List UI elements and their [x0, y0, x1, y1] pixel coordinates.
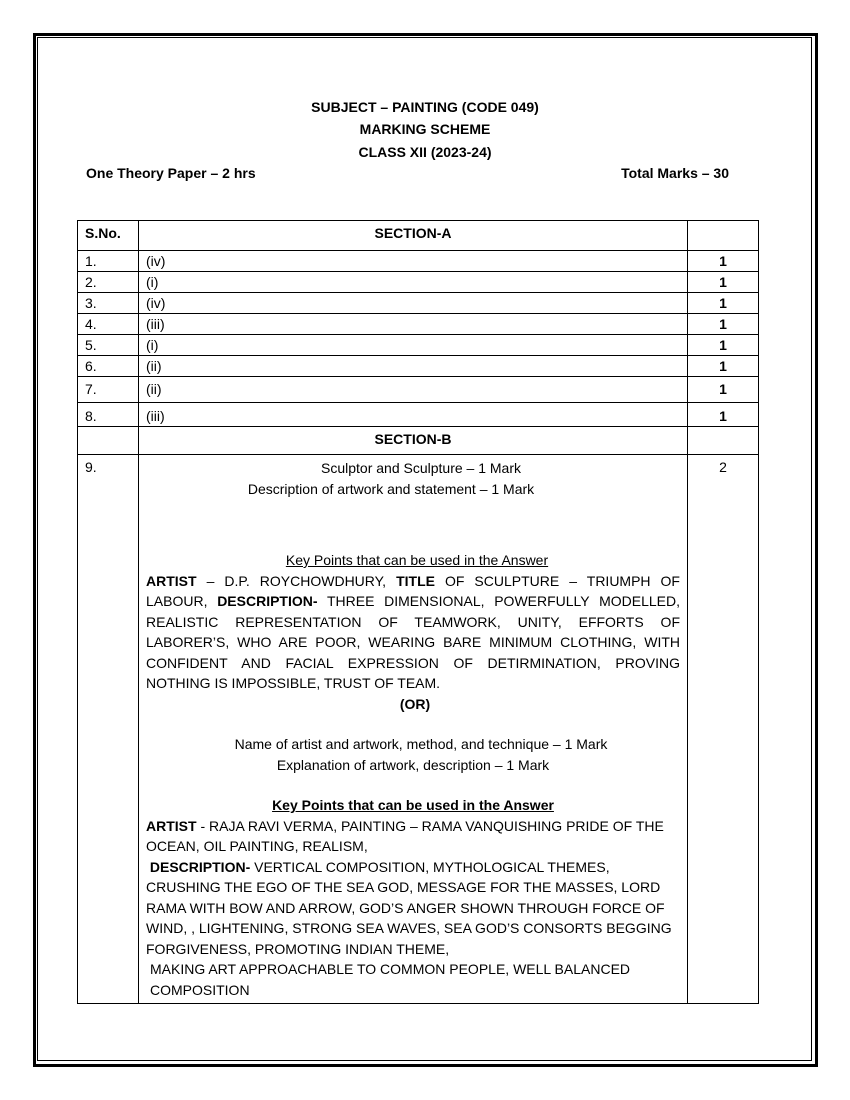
row-marks: 1	[688, 377, 759, 403]
artist-label: ARTIST	[146, 572, 197, 589]
criteria-line-3: Name of artist and artwork, method, and technique – 1 Mark	[234, 736, 608, 752]
row-marks: 1	[688, 335, 759, 356]
criteria-line-4: Explanation of artwork, description – 1 Mark	[276, 756, 550, 773]
row-answer: (iii)	[139, 314, 688, 335]
row-sno: 7.	[78, 377, 139, 403]
row-marks: 1	[688, 356, 759, 377]
total-marks: Total Marks – 30	[621, 165, 729, 181]
marking-scheme-title: MARKING SCHEME	[359, 121, 491, 137]
row-sno: 3.	[78, 293, 139, 314]
artist-label: ARTIST	[146, 817, 197, 834]
table-row	[78, 356, 759, 377]
description-label: DESCRIPTION-	[149, 858, 251, 875]
row-answer: (iv)	[139, 293, 688, 314]
class-title: CLASS XII (2023-24)	[358, 144, 492, 160]
answer-paragraph-2: ARTIST - RAJA RAVI VERMA, PAINTING – RAMA VANQUISHING PRIDE OF THE OCEAN, OIL PAINTING, REALISM,	[146, 817, 664, 854]
or-separator: (OR)	[399, 695, 431, 712]
row-marks: 1	[688, 403, 759, 427]
table-row	[78, 251, 759, 272]
table-row	[78, 293, 759, 314]
section-a-header: SECTION-A	[139, 221, 688, 251]
row-marks: 1	[688, 293, 759, 314]
subject-title: SUBJECT – PAINTING (CODE 049)	[311, 99, 539, 115]
row-sno: 1.	[78, 251, 139, 272]
section-b-header: SECTION-B	[139, 427, 688, 455]
table-row	[78, 377, 759, 403]
row-sno: 9.	[78, 455, 139, 1004]
row-answer: (i)	[139, 272, 688, 293]
row-marks: 2	[688, 455, 759, 1004]
answer-paragraph-3: DESCRIPTION- VERTICAL COMPOSITION, MYTHOLOGICAL THEMES, CRUSHING THE EGO OF THE SEA GOD, MESSAGE FOR THE MASSES, LORD RAMA WITH BOW AND ARROW, GOD’S ANGER SHOWN THROUGH FORCE OF WIND, , LIGHTENING, STRONG SEA WAVES, SEA GOD’S CONSORTS BEGGING FORGIVENESS, PROMOTING INDIAN THEME,	[146, 858, 672, 957]
paper-duration: One Theory Paper – 2 hrs	[86, 165, 256, 181]
criteria-line-2: Description of artwork and statement – 1 Mark	[247, 480, 535, 497]
row-answer: (ii)	[139, 356, 688, 377]
row-marks: 1	[688, 251, 759, 272]
section-b-row	[78, 427, 759, 455]
table-header-row	[78, 221, 759, 251]
criteria-line-1: Sculptor and Sculpture – 1 Mark	[321, 460, 521, 476]
key-points-heading-2: Key Points that can be used in the Answer	[272, 797, 554, 813]
row-sno: 4.	[78, 314, 139, 335]
row-answer: (i)	[139, 335, 688, 356]
answer-paragraph-1: ARTIST – D.P. ROYCHOWDHURY, TITLE OF SCULPTURE – TRIUMPH OF LABOUR, DESCRIPTION- THREE DIMENSIONAL, POWERFULLY MODELLED, REALISTIC REPRESENTATION OF TEAMWORK, UNITY, EFFORTS OF LABORER’S, WHO ARE POOR, WEARING BARE MINIMUM CLOTHING, WITH CONFIDENT AND FACIAL EXPRESSION OF DETIRMINATION, PROVING NOTHING IS IMPOSSIBLE, TRUST OF TEAM.	[146, 572, 681, 691]
answer-paragraph-4: MAKING ART APPROACHABLE TO COMMON PEOPLE, WELL BALANCED COMPOSITION	[150, 961, 631, 998]
title-label: TITLE	[396, 572, 435, 589]
key-points-heading-1: Key Points that can be used in the Answer	[285, 552, 549, 568]
marking-table	[77, 220, 759, 1004]
table-row	[78, 403, 759, 427]
row-answer: (ii)	[139, 377, 688, 403]
row-answer: (iii)	[139, 403, 688, 427]
row-marks: 1	[688, 272, 759, 293]
question-9-row	[78, 455, 759, 1004]
row-sno: 8.	[78, 403, 139, 427]
description-label: DESCRIPTION-	[217, 593, 318, 609]
table-row	[78, 335, 759, 356]
table-row	[78, 272, 759, 293]
question-9-answer	[139, 455, 688, 1004]
row-marks: 1	[688, 314, 759, 335]
row-sno: 5.	[78, 335, 139, 356]
row-sno: 6.	[78, 356, 139, 377]
col-sno-header: S.No.	[78, 221, 139, 251]
row-answer: (iv)	[139, 251, 688, 272]
table-row	[78, 314, 759, 335]
row-sno: 2.	[78, 272, 139, 293]
